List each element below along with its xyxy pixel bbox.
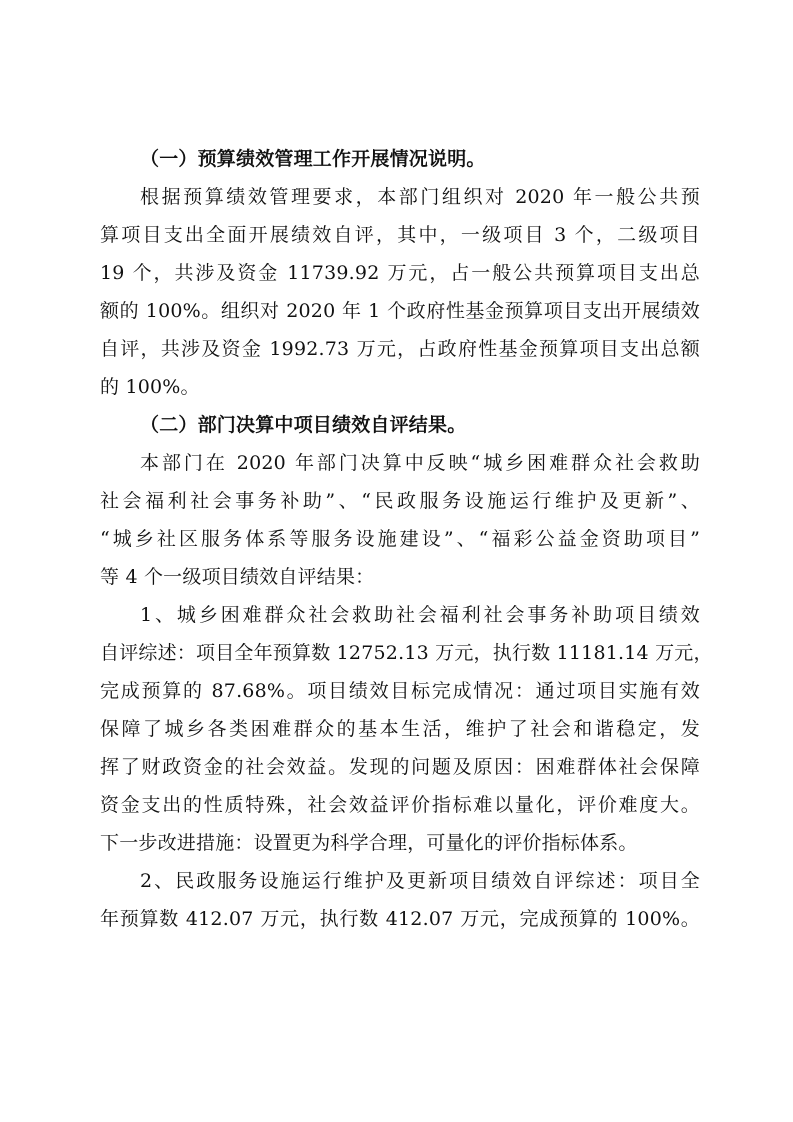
paragraph-line: 19 个，共涉及资金 11739.92 万元，占一般公共预算项目支出总 [100, 262, 700, 284]
paragraph-line: 额的 100%。组织对 2020 年 1 个政府性基金预算项目支出开展绩效 [100, 300, 700, 322]
paragraph-line: 算项目支出全面开展绩效自评，其中，一级项目 3 个，二级项目 [100, 224, 700, 246]
paragraph-line: 完成预算的 87.68%。项目绩效目标完成情况：通过项目实施有效 [100, 680, 700, 702]
paragraph-line: 本部门在 2020 年部门决算中反映“城乡困难群众社会救助 [140, 452, 700, 474]
paragraph-line: 等 4 个一级项目绩效自评结果： [100, 566, 375, 588]
paragraph-line: 1、城乡困难群众社会救助社会福利社会事务补助项目绩效 [140, 604, 700, 626]
section-heading-1: （一）预算绩效管理工作开展情况说明。 [140, 148, 486, 170]
paragraph-line: “城乡社区服务体系等服务设施建设”、“福彩公益金资助项目” [100, 528, 700, 550]
paragraph-line: 2、民政服务设施运行维护及更新项目绩效自评综述：项目全 [140, 870, 700, 892]
paragraph-line: 自评综述：项目全年预算数 12752.13 万元，执行数 11181.14 万元， [100, 642, 713, 664]
paragraph-line: 年预算数 412.07 万元，执行数 412.07 万元，完成预算的 100%。 [100, 908, 700, 930]
paragraph-line: 社会福利社会事务补助”、“民政服务设施运行维护及更新”、 [100, 490, 700, 512]
paragraph-line: 根据预算绩效管理要求，本部门组织对 2020 年一般公共预 [140, 186, 700, 208]
paragraph-line: 的 100%。 [100, 376, 200, 398]
paragraph-line: 保障了城乡各类困难群众的基本生活，维护了社会和谐稳定，发 [100, 718, 700, 740]
section-heading-2: （二）部门决算中项目绩效自评结果。 [140, 414, 467, 436]
paragraph-line: 下一步改进措施：设置更为科学合理，可量化的评价指标体系。 [100, 832, 638, 854]
paragraph-line: 挥了财政资金的社会效益。发现的问题及原因：困难群体社会保障 [100, 756, 700, 778]
paragraph-line: 资金支出的性质特殊，社会效益评价指标难以量化，评价难度大。 [100, 794, 700, 816]
document-page [100, 140, 713, 938]
paragraph-line: 自评，共涉及资金 1992.73 万元，占政府性基金预算项目支出总额 [100, 338, 700, 360]
